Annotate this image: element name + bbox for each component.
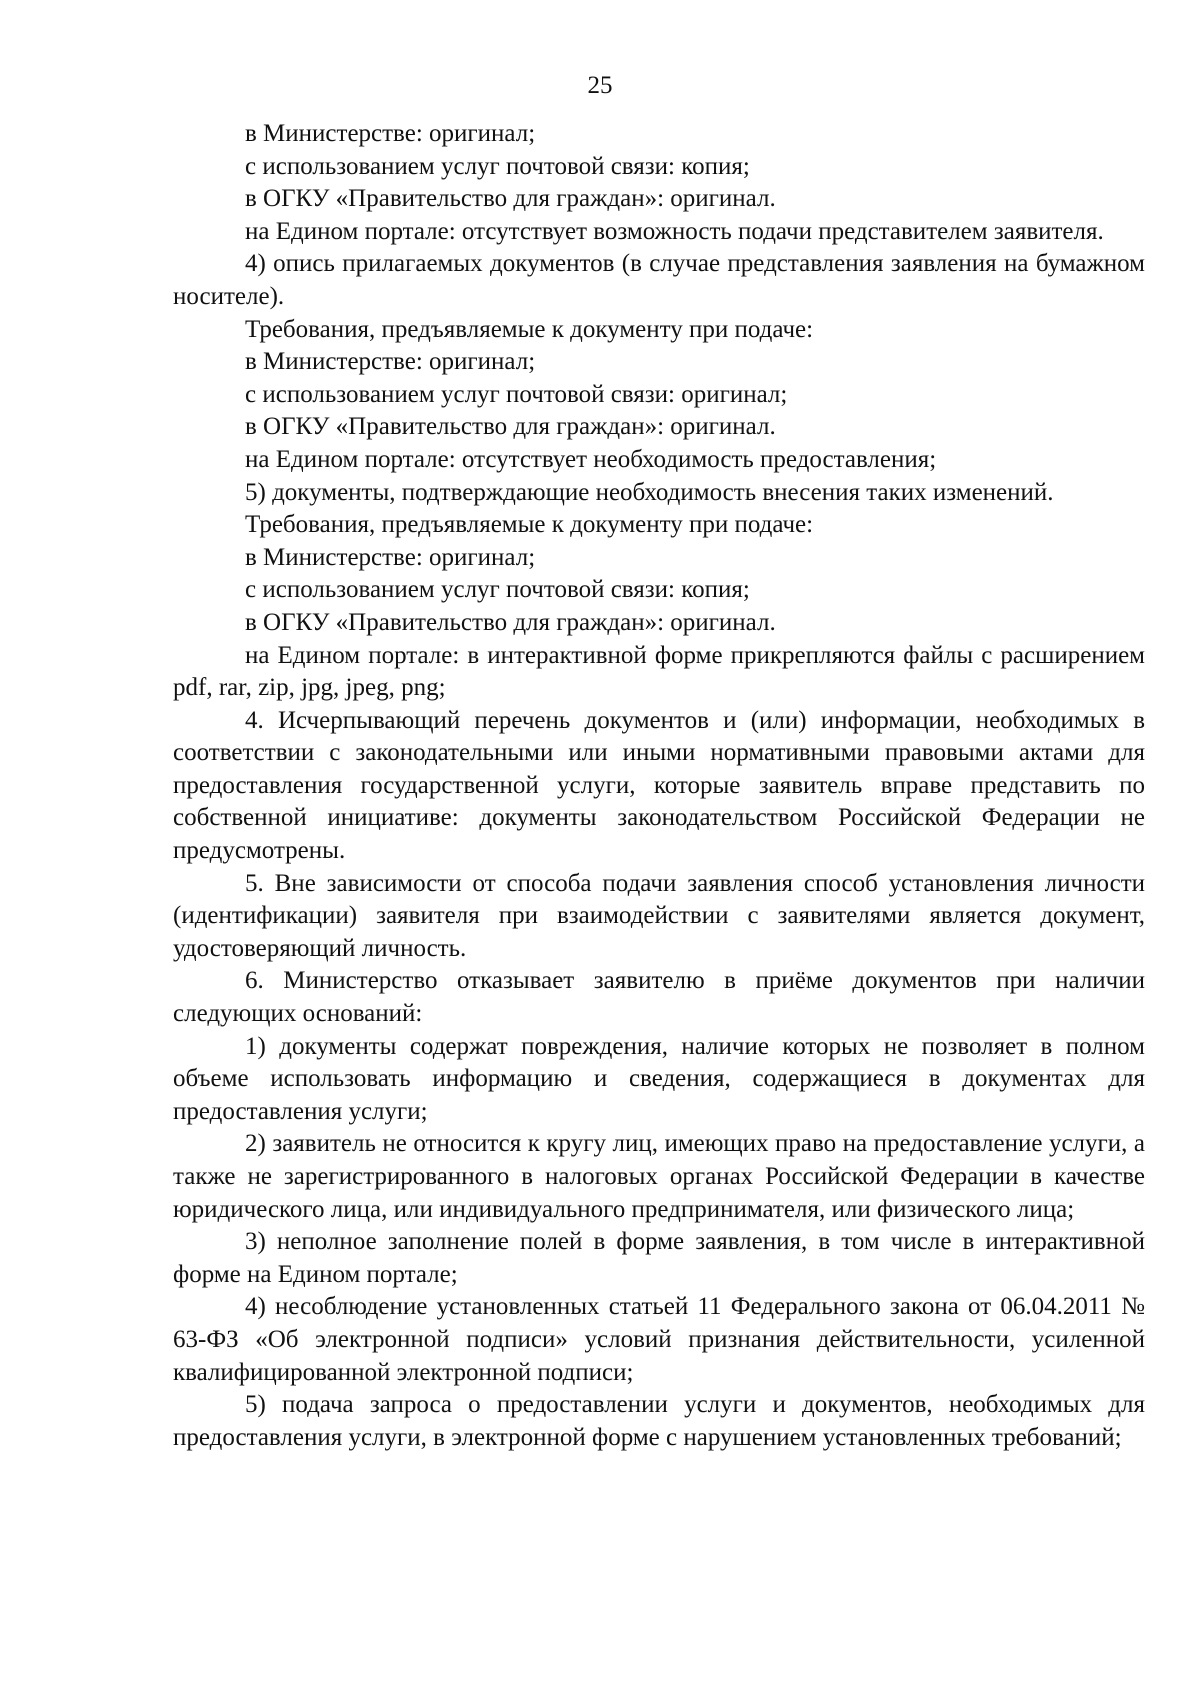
paragraph-20: 1) документы содержат повреждения, наличие которых не позволяет в полном объеме использовать информацию и сведения, содержащиеся в документах для предоставления услуги;: [173, 1032, 1145, 1125]
paragraph-9: в ОГКУ «Правительство для граждан»: оригинал.: [245, 413, 776, 441]
paragraph-21: 2) заявитель не относится к кругу лиц, имеющих право на предоставление услуги, а также не зарегистрированного в налоговых органах Российской Федерации в качестве юридического лица, или индивидуального предпринимателя, или физического лица;: [173, 1130, 1145, 1223]
paragraph-17: 4. Исчерпывающий перечень документов и (или) информации, необходимых в соответствии с законодательными или иными нормативными правовыми актами для предоставления государственной услуги, которые заявитель вправе представить по собственной инициативе: документы законодательством Российской Федерации не предусмотрены.: [173, 706, 1145, 865]
paragraph-2: с использованием услуг почтовой связи: копия;: [245, 152, 750, 180]
paragraph-16: на Едином портале: в интерактивной форме прикрепляются файлы с расширением pdf, rar, zip, jpg, jpeg, png;: [173, 641, 1145, 702]
paragraph-22: 3) неполное заполнение полей в форме заявления, в том числе в интерактивной форме на Едином портале;: [173, 1228, 1145, 1288]
paragraph-1: в Министерстве: оригинал;: [245, 120, 536, 147]
paragraph-3: в ОГКУ «Правительство для граждан»: оригинал.: [245, 185, 776, 213]
paragraph-23: 4) несоблюдение установленных статьей 11 Федерального закона от 06.04.2011 № 63-ФЗ «Об электронной подписи» условий признания действительности, усиленной квалифицированной электронной подписи;: [173, 1293, 1145, 1386]
paragraph-13: в Министерстве: оригинал;: [245, 543, 536, 571]
paragraph-24: 5) подача запроса о предоставлении услуги и документов, необходимых для предоставления услуги, в электронной форме с нарушением установленных требований;: [173, 1391, 1145, 1451]
paragraph-12: Требования, предъявляемые к документу при подаче:: [245, 511, 814, 539]
paragraph-15: в ОГКУ «Правительство для граждан»: оригинал.: [245, 608, 776, 636]
paragraph-6: Требования, предъявляемые к документу при подаче:: [245, 315, 814, 343]
paragraph-4: на Едином портале: отсутствует возможность подачи представителем заявителя.: [245, 217, 1104, 245]
page-number: 25: [587, 72, 613, 99]
paragraph-19: 6. Министерство отказывает заявителю в приёме документов при наличии следующих оснований:: [173, 967, 1145, 1028]
paragraph-8: с использованием услуг почтовой связи: оригинал;: [245, 380, 788, 408]
paragraph-10: на Едином портале: отсутствует необходимость предоставления;: [245, 445, 937, 473]
paragraph-5: 4) опись прилагаемых документов (в случае представления заявления на бумажном носителе).: [173, 250, 1145, 310]
document-body: [173, 118, 1145, 1454]
paragraph-14: с использованием услуг почтовой связи: копия;: [245, 576, 750, 604]
paragraph-18: 5. Вне зависимости от способа подачи заявления способ установления личности (идентификации) заявителя при взаимодействии с заявителями является документ, удостоверяющий личность.: [173, 869, 1145, 962]
paragraph-11: 5) документы, подтверждающие необходимость внесения таких изменений.: [245, 478, 1054, 506]
paragraph-7: в Министерстве: оригинал;: [245, 348, 536, 376]
